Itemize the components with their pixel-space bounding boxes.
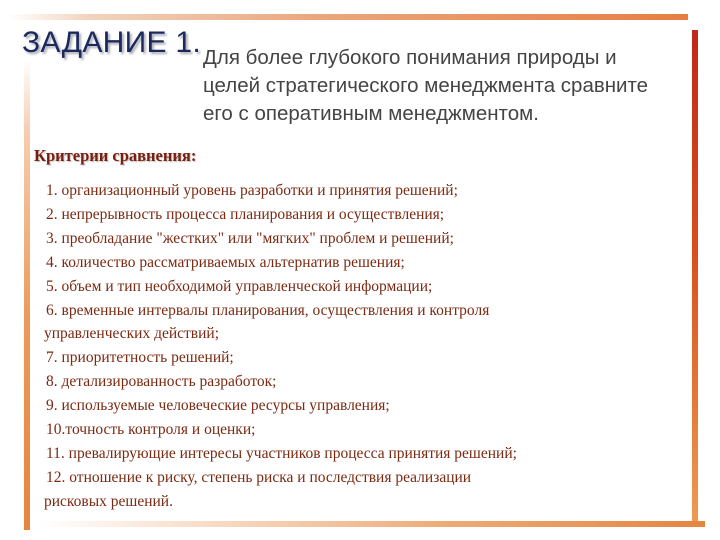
task-line: его с оперативным менеджментом. bbox=[203, 102, 539, 125]
criteria-list bbox=[46, 179, 686, 514]
task-line: Для более глубокого понимания природы и bbox=[203, 46, 617, 69]
decorative-left-bar bbox=[24, 60, 30, 530]
task-line: целей стратегического менеджмента сравните bbox=[203, 74, 649, 97]
criteria-item: 12. отношение к риску, степень риска и последствия реализации bbox=[46, 468, 472, 486]
criteria-item: 8. детализированность разработок; bbox=[46, 373, 277, 391]
criteria-item-continuation: рисковых решений. bbox=[44, 492, 173, 510]
criteria-item: 6. временные интервалы планирования, осуществления и контроля bbox=[46, 301, 490, 319]
criteria-item: 9. используемые человеческие ресурсы управления; bbox=[46, 397, 390, 415]
criteria-item-continuation: управленческих действий; bbox=[44, 325, 220, 343]
task-text bbox=[203, 44, 683, 128]
criteria-item: 1. организационный уровень разработки и принятия решений; bbox=[46, 182, 458, 199]
criteria-item: 2. непрерывность процесса планирования и осуществления; bbox=[46, 205, 445, 223]
criteria-item: 3. преобладание "жестких" или "мягких" проблем и решений; bbox=[46, 229, 454, 247]
decorative-top-bar bbox=[8, 14, 688, 20]
criteria-item: 11. превалирующие интересы участников процесса принятия решений; bbox=[46, 444, 517, 462]
criteria-item: 10.точность контроля и оценки; bbox=[46, 421, 256, 439]
criteria-item: 4. количество рассматриваемых альтернатив решения; bbox=[46, 253, 405, 271]
slide-title: ЗАДАНИЕ 1. bbox=[22, 26, 202, 59]
criteria-heading: Критерии сравнения: bbox=[34, 146, 197, 165]
decorative-right-bar bbox=[692, 30, 698, 522]
criteria-item: 5. объем и тип необходимой управленческой информации; bbox=[46, 277, 433, 295]
criteria-item: 7. приоритетность решений; bbox=[46, 349, 234, 367]
decorative-bottom-bar bbox=[40, 521, 705, 527]
